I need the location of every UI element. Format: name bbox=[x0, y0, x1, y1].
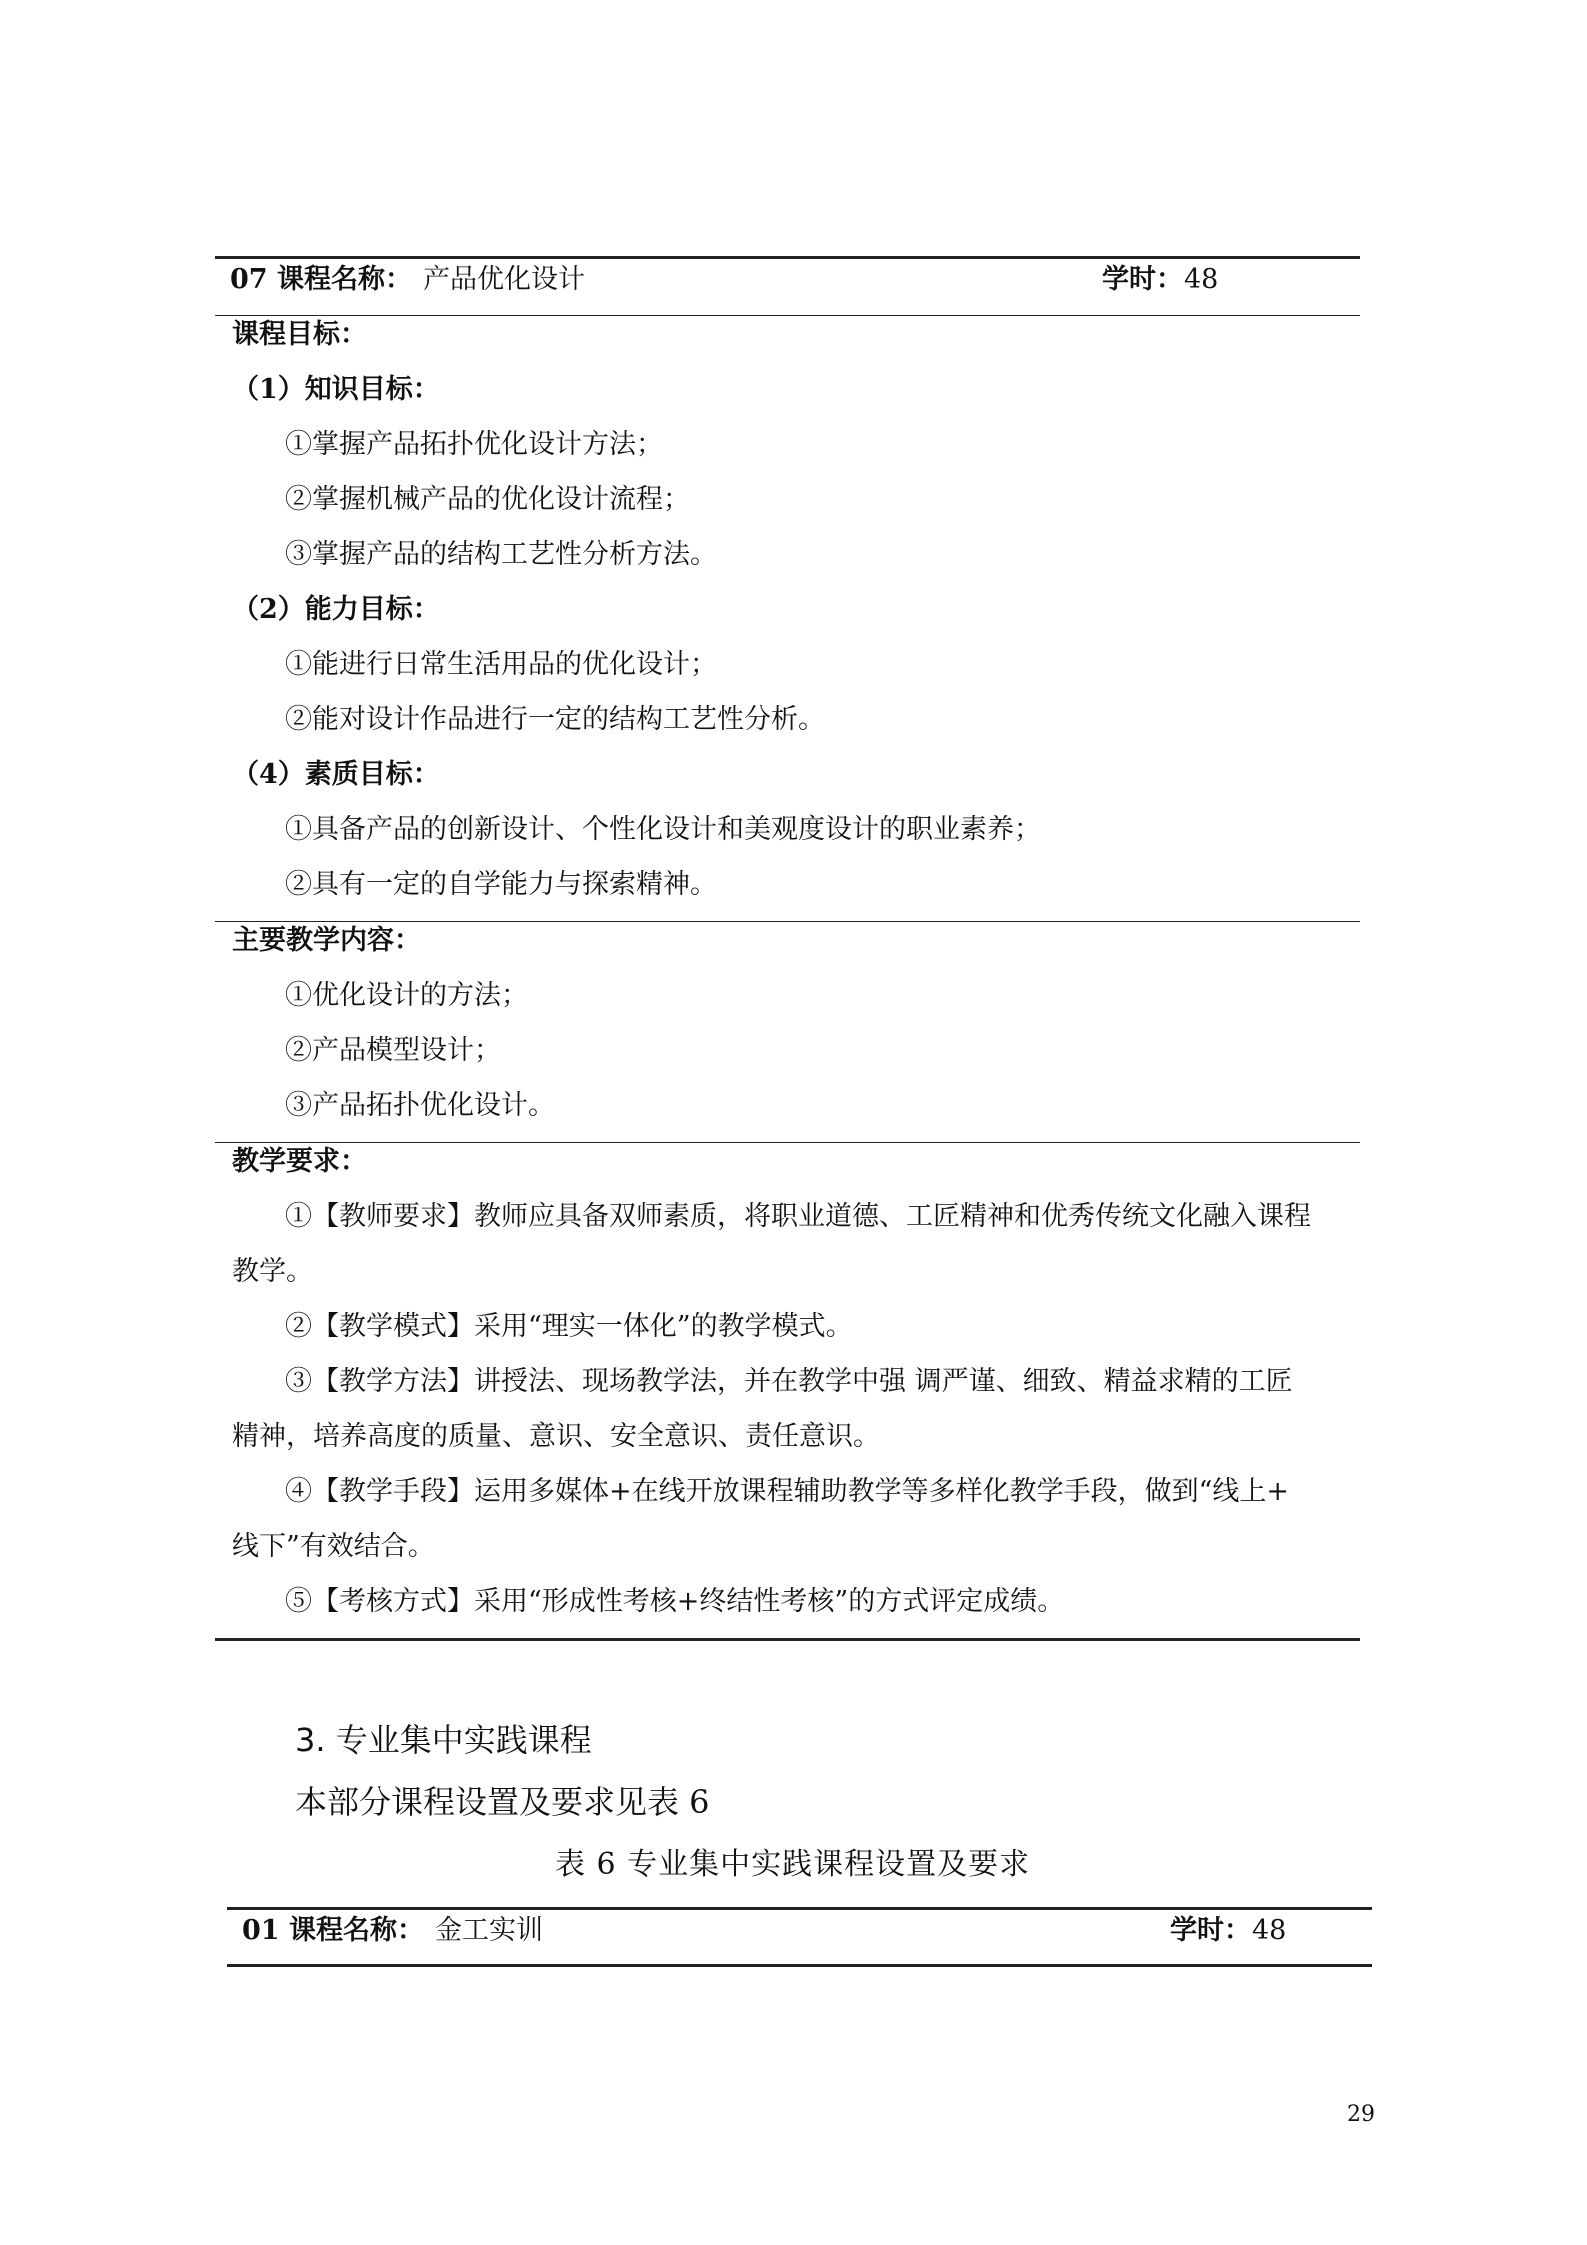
course-hours-label: 学时： bbox=[1102, 264, 1183, 295]
requirement-line: ②【教学模式】采用“理实一体化”的教学模式。 bbox=[285, 1311, 853, 1342]
requirement-line: ⑤【考核方式】采用“形成性考核+终结性考核”的方式评定成绩。 bbox=[285, 1586, 1065, 1617]
course-hours: 48 bbox=[1252, 1915, 1287, 1946]
requirements-heading: 教学要求： bbox=[232, 1146, 367, 1177]
page-number: 29 bbox=[1347, 2102, 1375, 2127]
header-divider bbox=[215, 315, 1360, 316]
table-bottom-rule bbox=[215, 1638, 1360, 1641]
ability-item: ①能进行日常生活用品的优化设计； bbox=[285, 649, 717, 680]
content-divider bbox=[215, 921, 1360, 922]
requirement-line: ④【教学手段】运用多媒体+在线开放课程辅助教学等多样化教学手段，做到“线上+ bbox=[285, 1476, 1290, 1507]
content-item: ③产品拓扑优化设计。 bbox=[285, 1090, 555, 1121]
course-name-label: 07 课程名称： bbox=[230, 264, 412, 295]
knowledge-item: ①掌握产品拓扑优化设计方法； bbox=[285, 429, 663, 460]
course-hours-label: 学时： bbox=[1170, 1915, 1251, 1946]
quality-heading: （4）素质目标： bbox=[232, 759, 440, 790]
ability-heading: （2）能力目标： bbox=[232, 594, 440, 625]
requirement-line: 精神，培养高度的质量、意识、安全意识、责任意识。 bbox=[232, 1421, 880, 1452]
requirement-line: 教学。 bbox=[232, 1256, 313, 1287]
section-intro: 本部分课程设置及要求见表 6 bbox=[295, 1783, 710, 1821]
course-name: 产品优化设计 bbox=[423, 264, 585, 295]
table-top-rule bbox=[215, 256, 1360, 259]
goals-heading: 课程目标： bbox=[232, 319, 367, 350]
table2-bottom-rule bbox=[227, 1964, 1372, 1967]
quality-item: ②具有一定的自学能力与探索精神。 bbox=[285, 869, 717, 900]
content-item: ①优化设计的方法； bbox=[285, 980, 528, 1011]
requirement-line: 线下”有效结合。 bbox=[232, 1531, 435, 1562]
knowledge-item: ②掌握机械产品的优化设计流程； bbox=[285, 484, 690, 515]
table2-top-rule bbox=[227, 1907, 1372, 1910]
ability-item: ②能对设计作品进行一定的结构工艺性分析。 bbox=[285, 704, 825, 735]
course-hours: 48 bbox=[1184, 264, 1219, 295]
course-name: 金工实训 bbox=[435, 1915, 543, 1946]
knowledge-heading: （1）知识目标： bbox=[232, 374, 440, 405]
knowledge-item: ③掌握产品的结构工艺性分析方法。 bbox=[285, 539, 717, 570]
table-caption: 表 6 专业集中实践课程设置及要求 bbox=[555, 1847, 1031, 1882]
requirement-line: ③【教学方法】讲授法、现场教学法，并在教学中强 调严谨、细致、精益求精的工匠 bbox=[285, 1366, 1293, 1397]
content-heading: 主要教学内容： bbox=[232, 925, 421, 956]
content-item: ②产品模型设计； bbox=[285, 1035, 501, 1066]
quality-item: ①具备产品的创新设计、个性化设计和美观度设计的职业素养； bbox=[285, 814, 1041, 845]
section-heading: 3. 专业集中实践课程 bbox=[295, 1721, 592, 1759]
requirement-line: ①【教师要求】教师应具备双师素质，将职业道德、工匠精神和优秀传统文化融入课程 bbox=[285, 1201, 1311, 1232]
requirements-divider bbox=[215, 1142, 1360, 1143]
course-name-label: 01 课程名称： bbox=[242, 1915, 424, 1946]
